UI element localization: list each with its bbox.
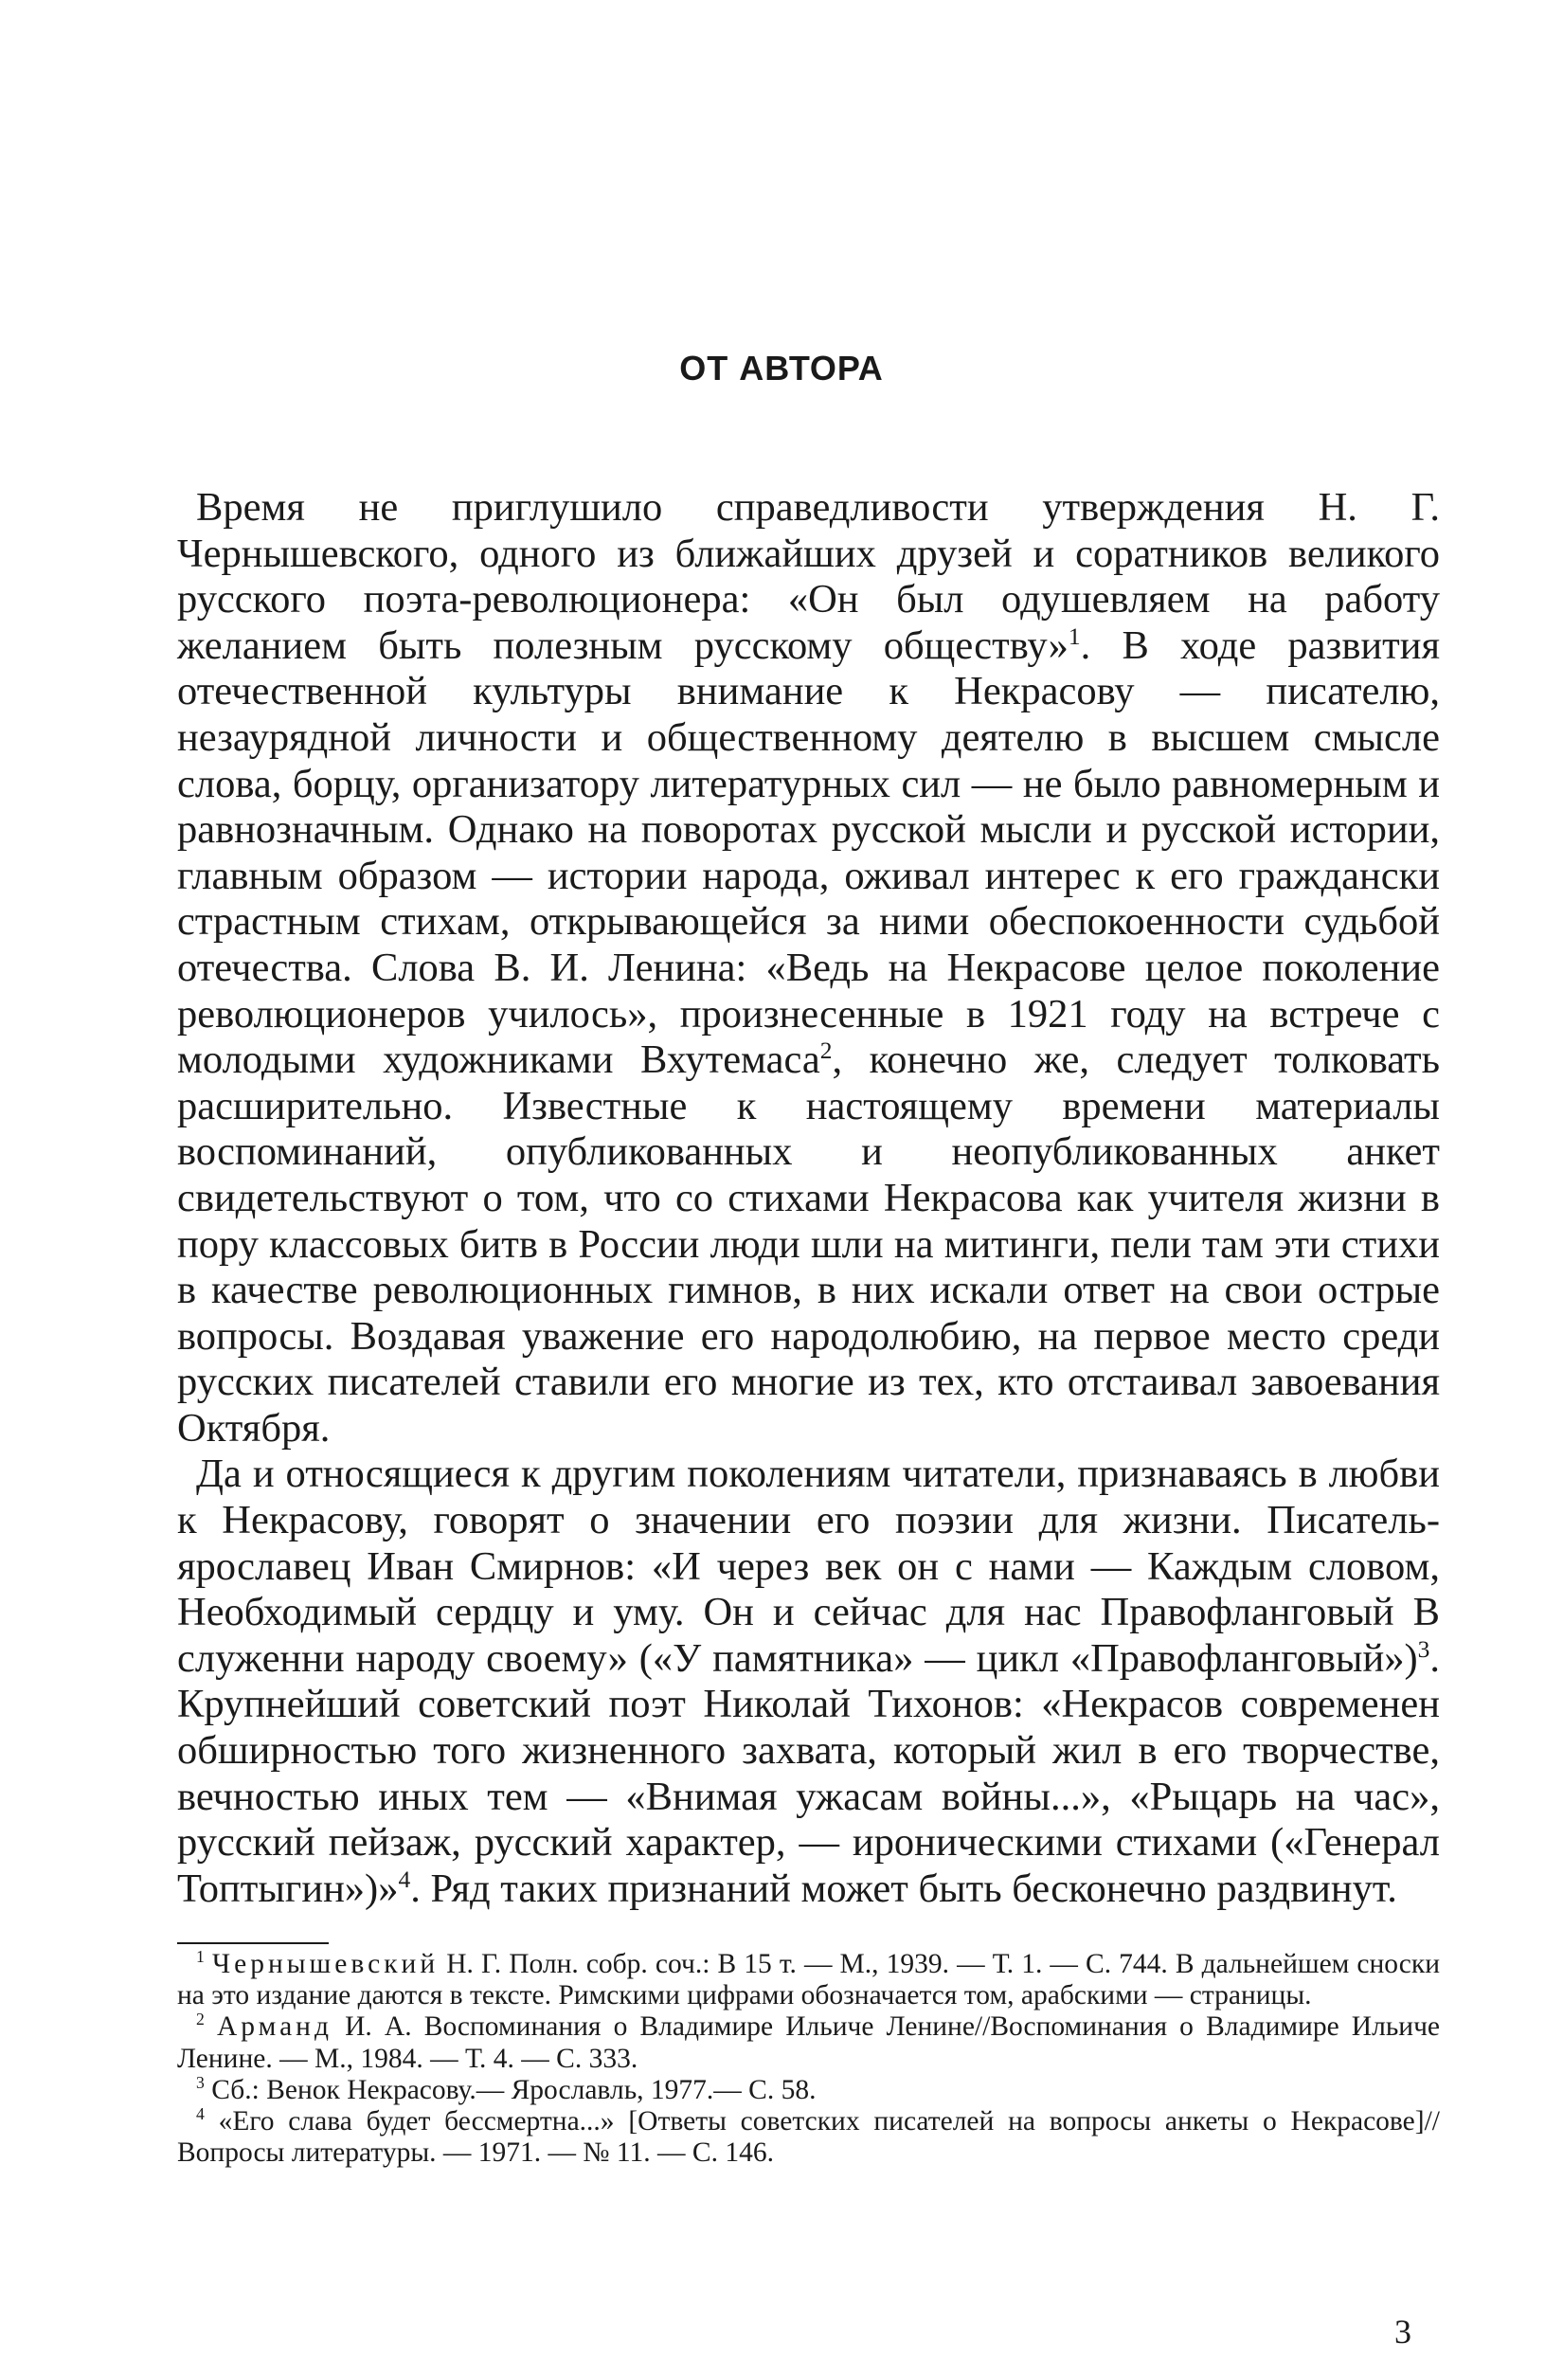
footnote bbox=[177, 2011, 1440, 2074]
text-segment: . Крупнейший советский поэт Николай Тихонов: «Некрасов современен обширностью того жизненного захвата, который жил в его творчестве, вечностью иных тем — «Внимая ужасам войны...», «Рыцарь на час», русский пейзаж, русский характер, — ироническими стихами («Генерал Топтыгин»)» bbox=[177, 1635, 1440, 1911]
footnote-text: Сб.: Венок Некрасову.— Ярославль, 1977.— С. 58. bbox=[211, 2074, 817, 2105]
footnotes bbox=[177, 1949, 1440, 2169]
text-segment: . Ряд таких признаний может быть бесконечно раздвинут. bbox=[410, 1866, 1397, 1911]
page-number: 3 bbox=[1394, 2313, 1411, 2351]
footnote-author: Чернышевский bbox=[211, 1949, 440, 1979]
paragraph bbox=[177, 485, 1440, 1451]
footnote-divider bbox=[177, 1942, 329, 1944]
footnote-ref[interactable]: 4 bbox=[398, 1865, 411, 1893]
footnote-ref[interactable]: 1 bbox=[1068, 622, 1081, 650]
footnote-ref[interactable]: 3 bbox=[1417, 1634, 1430, 1663]
paragraph bbox=[177, 1451, 1440, 1912]
footnote-marker: 1 bbox=[196, 1947, 205, 1967]
footnote-text: «Его слава будет бессмертна...» [Ответы советских писателей на вопросы анкеты о Некрасове]//Вопросы литературы. — 1971. — № 11. — С. 146. bbox=[177, 2106, 1440, 2169]
footnote-author: Арманд bbox=[217, 2011, 332, 2043]
footnote bbox=[177, 2106, 1440, 2169]
footnote bbox=[177, 1949, 1440, 2011]
footnote-marker: 2 bbox=[196, 2010, 205, 2029]
footnote-text: Н. Г. Полн. собр. соч.: В 15 т. — М., 1939. — Т. 1. — С. 744. В дальнейшем сноски на это издание даются в тексте. Римскими цифрами обозначается том, арабскими — страницы. bbox=[177, 1949, 1440, 2011]
footnote-ref[interactable]: 2 bbox=[819, 1036, 833, 1064]
main-text bbox=[177, 485, 1440, 1912]
footnote-marker: 3 bbox=[196, 2072, 205, 2092]
text-segment: . В ходе развития отечественной культуры внимание к Некрасову — писателю, незаурядной личности и общественному деятелю в высшем смысле слова, борцу, организатору литературных сил — не было равномерным и равнозначным. Однако на поворотах русской мысли и русской истории, главным образом — истории народа, оживал интерес к его граждански страстным стихам, открывающейся за ними обеспокоенности судьбой отечества. Слова В. И. Ленина: «Ведь на Некрасове целое поколение революционеров училось», произнесенные в 1921 году на встрече с молодыми художниками Вхутемаса bbox=[177, 622, 1440, 1083]
section-heading: ОТ АВТОРА bbox=[679, 349, 884, 388]
text-segment: Время не приглушило справедливости утверждения Н. Г. Чернышевского, одного из ближайших друзей и соратников великого русского поэта-революционера: «Он был одушевляем на работу желанием быть полезным русскому обществу» bbox=[177, 485, 1440, 668]
text-segment: , конечно же, следует толковать расширительно. Известные к настоящему времени материалы воспоминаний, опубликованных и неопубликованных анкет свидетельствуют о том, что со стихами Некрасова как учителя жизни в пору классовых битв в России люди шли на митинги, пели там эти стихи в качестве революционных гимнов, в них искали ответ на свои острые вопросы. Воздавая уважение его народолюбию, на первое место среди русских писателей ставили его многие из тех, кто отстаивал завоевания Октября. bbox=[177, 1037, 1440, 1451]
footnote bbox=[177, 2072, 1440, 2106]
text-segment: Да и относящиеся к другим поколениям читатели, признаваясь в любви к Некрасову, говорят о значении его поэзии для жизни. Писатель-ярославец Иван Смирнов: «И через век он с нами — Каждым словом, Необходимый сердцу и уму. Он и сейчас для нас Правофланговый В служенни народу своему» («У памятника» — цикл «Правофланговый») bbox=[177, 1451, 1440, 1681]
footnote-text: И. А. Воспоминания о Владимире Ильиче Ленине//Воспоминания о Владимире Ильиче Ленине. — М., 1984. — Т. 4. — С. 333. bbox=[177, 2011, 1441, 2074]
footnote-marker: 4 bbox=[196, 2104, 205, 2124]
